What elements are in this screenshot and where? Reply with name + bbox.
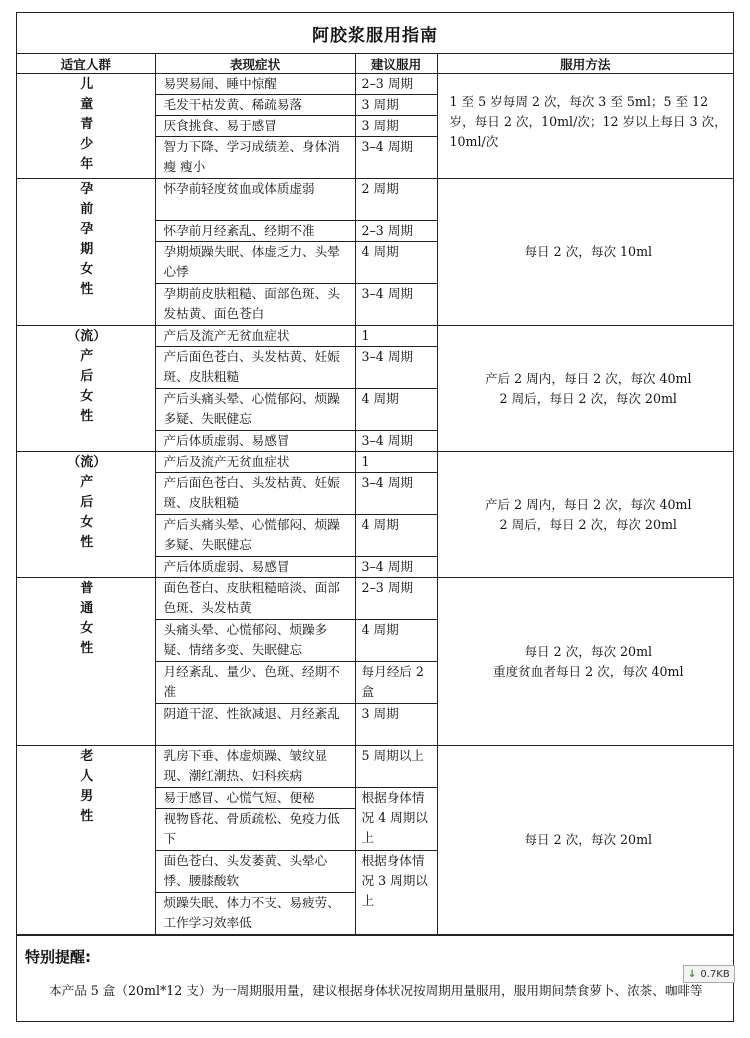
symptom-cell: 产后及流产无贫血症状 — [155, 452, 355, 473]
duration-cell: 5 周期以上 — [355, 746, 437, 788]
download-arrow-icon: ↓ — [688, 968, 697, 980]
group-label-char: 童 — [80, 97, 94, 112]
table-row — [17, 746, 733, 788]
special-notice — [17, 935, 733, 1021]
duration-cell: 4 周期 — [355, 515, 437, 557]
symptom-cell: 视物昏花、骨质疏松、免疫力低下 — [155, 809, 355, 851]
symptom-cell: 面色苍白、头发萎黄、头晕心悸、腰膝酸软 — [155, 851, 355, 893]
group-label-char: 女 — [80, 262, 94, 277]
symptom-cell: 产后面色苍白、头发枯黄、妊娠斑、皮肤粗糙 — [155, 347, 355, 389]
group-label-char: 儿 — [80, 77, 94, 92]
symptom-cell: 面色苍白、皮肤粗糙暗淡、面部色斑、头发枯黄 — [155, 578, 355, 620]
symptom-cell: 阴道干涩、性欲减退、月经紊乱 — [155, 704, 355, 746]
group-label-char: 老 — [80, 749, 94, 764]
symptom-cell: 易于感冒、心慌气短、便秘 — [155, 788, 355, 809]
symptom-cell: 产后头痛头晕、心慌郁闷、烦躁多疑、失眠健忘 — [155, 389, 355, 431]
duration-cell: 3 周期 — [355, 116, 437, 137]
group-label-char: 年 — [80, 157, 94, 172]
header-group: 适宜人群 — [17, 54, 155, 74]
duration-cell: 3 周期 — [355, 704, 437, 746]
duration-cell: 3–4 周期 — [355, 557, 437, 578]
header-symptom: 表现症状 — [155, 54, 355, 74]
table-row — [17, 74, 733, 95]
group-label-char: 性 — [80, 641, 94, 656]
method-cell: 1 至 5 岁每周 2 次，每次 3 至 5ml；5 至 12 岁，每日 2 次，10ml/次；12 岁以上每日 3 次，10ml/次 — [437, 74, 733, 179]
group-label-char: 女 — [80, 621, 94, 636]
group-label-char: 前 — [80, 202, 94, 217]
duration-cell: 2 周期 — [355, 179, 437, 221]
download-badge[interactable] — [683, 965, 735, 983]
symptom-cell: 智力下降、学习成绩差、身体消瘦 瘦小 — [155, 137, 355, 179]
symptom-cell: 毛发干枯发黄、稀疏易落 — [155, 95, 355, 116]
group-label — [17, 578, 155, 746]
duration-cell: 1 — [355, 452, 437, 473]
group-label — [17, 452, 155, 578]
group-label-char: （流） — [67, 329, 107, 344]
symptom-cell: 产后及流产无贫血症状 — [155, 326, 355, 347]
duration-cell: 2–3 周期 — [355, 221, 437, 242]
page-title: 阿胶浆服用指南 — [17, 13, 733, 54]
symptom-cell: 产后面色苍白、头发枯黄、妊娠斑、皮肤粗糙 — [155, 473, 355, 515]
symptom-cell: 产后体质虚弱、易感冒 — [155, 431, 355, 452]
group-label-char: 少 — [80, 137, 94, 152]
method-cell: 产后 2 周内，每日 2 次，每次 40ml 2 周后，每日 2 次，每次 20ml — [437, 452, 733, 578]
symptom-cell: 乳房下垂、体虚烦躁、皱纹显现、潮红潮热、妇科疾病 — [155, 746, 355, 788]
duration-cell: 3–4 周期 — [355, 473, 437, 515]
method-cell: 每日 2 次，每次 20ml — [437, 746, 733, 935]
duration-cell: 3 周期 — [355, 95, 437, 116]
group-label-char: 期 — [80, 242, 94, 257]
symptom-cell: 产后头痛头晕、心慌郁闷、烦躁多疑、失眠健忘 — [155, 515, 355, 557]
group-label-char: 后 — [80, 369, 94, 384]
document-frame — [16, 12, 734, 1022]
duration-cell: 根据身体情况 3 周期以上 — [355, 851, 437, 935]
group-label-char: 男 — [80, 789, 94, 804]
duration-cell: 3–4 周期 — [355, 284, 437, 326]
symptom-cell: 厌食挑食、易于感冒 — [155, 116, 355, 137]
method-cell: 产后 2 周内，每日 2 次，每次 40ml 2 周后，每日 2 次，每次 20ml — [437, 326, 733, 452]
group-label-char: 性 — [80, 282, 94, 297]
duration-cell: 2–3 周期 — [355, 74, 437, 95]
symptom-cell: 烦躁失眠、体力不支、易疲劳、工作学习效率低 — [155, 893, 355, 935]
header-duration: 建议服用 — [355, 54, 437, 74]
group-label-char: 女 — [80, 515, 94, 530]
group-label — [17, 74, 155, 179]
symptom-cell: 头痛头晕、心慌郁闷、烦躁多疑、情绪多变、失眠健忘 — [155, 620, 355, 662]
table-row — [17, 578, 733, 620]
group-label-char: 后 — [80, 495, 94, 510]
symptom-cell: 孕期烦躁失眠、体虚乏力、头晕心悸 — [155, 242, 355, 284]
table-row — [17, 326, 733, 347]
group-label-char: 通 — [80, 601, 94, 616]
notice-body: 本产品 5 盒（20ml*12 支）为一周期服用量，建议根据身体状况按周期用量服用，服用期间禁食萝卜、浓茶、咖啡等 — [49, 983, 703, 998]
group-label-char: 性 — [80, 535, 94, 550]
symptom-cell: 怀孕前轻度贫血或体质虚弱 — [155, 179, 355, 221]
group-label-char: 产 — [80, 349, 94, 364]
duration-cell: 4 周期 — [355, 242, 437, 284]
header-method: 服用方法 — [437, 54, 733, 74]
duration-cell: 每月经后 2 盒 — [355, 662, 437, 704]
group-label — [17, 746, 155, 935]
table-body — [17, 74, 733, 935]
symptom-cell: 易哭易闹、睡中惊醒 — [155, 74, 355, 95]
table-row — [17, 179, 733, 221]
group-label-char: 产 — [80, 475, 94, 490]
group-label-char: 性 — [80, 809, 94, 824]
notice-title: 特别提醒: — [25, 948, 91, 966]
duration-cell: 4 周期 — [355, 389, 437, 431]
duration-cell: 4 周期 — [355, 620, 437, 662]
method-cell: 每日 2 次，每次 20ml 重度贫血者每日 2 次，每次 40ml — [437, 578, 733, 746]
duration-cell: 3–4 周期 — [355, 137, 437, 179]
symptom-cell: 孕期前皮肤粗糙、面部色斑、头发枯黄、面色苍白 — [155, 284, 355, 326]
guide-table — [17, 54, 733, 935]
symptom-cell: 怀孕前月经紊乱、经期不准 — [155, 221, 355, 242]
duration-cell: 根据身体情况 4 周期以上 — [355, 788, 437, 851]
table-header-row — [17, 54, 733, 74]
symptom-cell: 月经紊乱、量少、色斑、经期不准 — [155, 662, 355, 704]
duration-cell: 3–4 周期 — [355, 347, 437, 389]
group-label — [17, 179, 155, 326]
group-label-char: （流） — [67, 455, 107, 470]
group-label-char: 女 — [80, 389, 94, 404]
method-cell: 每日 2 次，每次 10ml — [437, 179, 733, 326]
group-label-char: 青 — [80, 117, 94, 132]
symptom-cell: 产后体质虚弱、易感冒 — [155, 557, 355, 578]
duration-cell: 3–4 周期 — [355, 431, 437, 452]
group-label-char: 孕 — [80, 182, 94, 197]
group-label-char: 人 — [80, 769, 94, 784]
duration-cell: 1 — [355, 326, 437, 347]
group-label-char: 孕 — [80, 222, 94, 237]
group-label-char: 性 — [80, 409, 94, 424]
table-row — [17, 452, 733, 473]
duration-cell: 2–3 周期 — [355, 578, 437, 620]
group-label — [17, 326, 155, 452]
group-label-char: 普 — [80, 581, 94, 596]
badge-text: 0.7KB — [700, 968, 730, 980]
